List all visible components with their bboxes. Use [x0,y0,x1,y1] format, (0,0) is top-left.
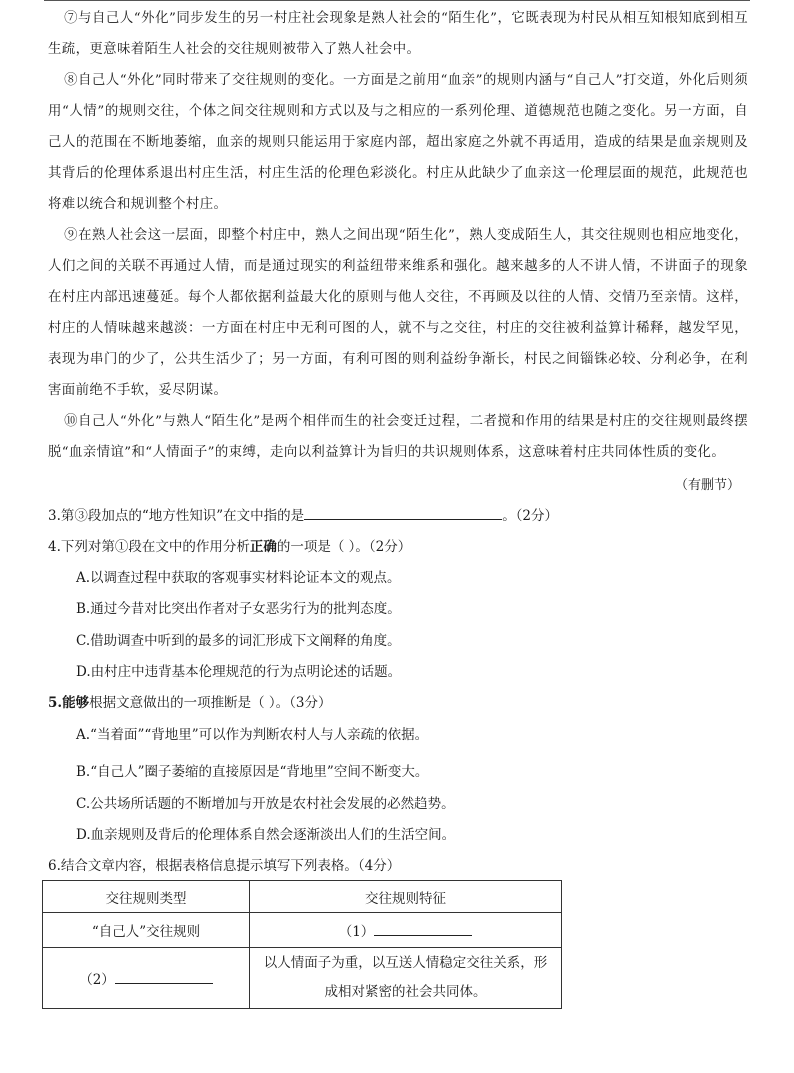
question-5-emphasis: 5.能够 [48,695,90,711]
question-4-option-b[interactable]: B.通过今昔对比突出作者对子女恶劣行为的批判态度。 [76,601,401,617]
paragraph-9-text: ⑨在熟人社会这一层面，即整个村庄中，熟人之间出现“陌生化”，熟人变成陌生人，其交往规则也相应地变化，人们之间的关联不再通过人情，而是通过现实的利益纽带来维系和强化。越来越多的人不讲人情，不讲面子的现象在村庄内部迅速蔓延。每个人都依据利益最大化的原则与他人交往，不再顾及以往的人情、交情乃至亲情。这样，村庄的人情味越来越淡：一方面在村庄中无利可图的人，就不与之交往，村庄的交往被利益算计稀释，越发罕见，表现为串门的少了，公共生活少了；另一方面，有利可图的则利益纷争渐长，村民之间锱铢必较、分利必争，在利害面前绝不手软，妥尽阴谋。 [48,228,748,398]
question-5-suffix: 根据文意做出的一项推断是（ ）。（3分） [89,695,332,711]
question-4-option-a[interactable]: A.以调查过程中获取的客观事实材料论证本文的观点。 [76,570,401,586]
paragraph-7-text: ⑦与自己人“外化”同步发生的另一村庄社会现象是熟人社会的“陌生化”，它既表现为村民从相互知根知底到相互生疏，更意味着陌生人社会的交往规则被带入了熟人社会中。 [48,11,748,57]
table-cell-type-blank [43,948,250,1009]
question-5-option-c[interactable]: C.公共场所话题的不断增加与开放是农村社会发展的必然趋势。 [76,796,455,812]
paragraph-9 [48,220,748,406]
question-3-score: 。（2分） [502,508,559,524]
question-3-answer-blank[interactable] [304,505,502,520]
table-cell-type: “自己人”交往规则 [43,913,250,948]
blank-1-answer[interactable] [374,921,472,936]
question-5-option-a[interactable]: A.“当着面”“背地里”可以作为判断农村人与人亲疏的依据。 [76,727,429,743]
blank-1-label: （1） [338,924,375,940]
table-header-row [43,881,562,913]
table-header-type: 交往规则类型 [43,881,250,913]
question-5-option-d[interactable]: D.血亲规则及背后的伦理体系自然会逐渐淡出人们的生活空间。 [76,827,456,843]
question-5 [48,692,331,714]
table-row [43,913,562,948]
question-5-option-b[interactable]: B.“自己人”圈子萎缩的直接原因是“背地里”空间不断变大。 [76,764,429,780]
table-row [43,948,562,1009]
table-cell-feature [250,948,562,1009]
paragraph-7 [48,3,748,65]
question-3-text: 3.第③段加点的“地方性知识”在文中指的是 [48,508,305,524]
question-4-emphasis: 正确 [249,539,277,555]
paragraph-10-text: ⑩自己人“外化”与熟人“陌生化”是两个相伴而生的社会变迁过程，二者搅和作用的结果是村庄的交往规则最终摆脱“血亲情谊”和“人情面子”的束缚，走向以利益算计为旨归的共识规则体系，这意味着村庄共同体性质的变化。 [48,414,748,460]
blank-2-answer[interactable] [115,969,213,984]
abridged-note: （有删节） [674,478,740,493]
question-4-suffix: 的一项是（ ）。（2分） [276,539,412,555]
question-3 [48,505,558,527]
blank-2-label: （2） [79,972,115,988]
paragraph-8 [48,65,748,220]
table-cell-feature-blank [250,913,562,948]
question-4-prefix: 4.下列对第①段在文中的作用分析 [48,539,250,555]
table-header-feature: 交往规则特征 [250,881,562,913]
paragraph-10 [48,406,748,468]
top-rule [44,0,750,1]
answer-table [42,880,562,1009]
paragraph-8-text: ⑧自己人“外化”同时带来了交往规则的变化。一方面是之前用“血亲”的规则内涵与“自己人”打交道，外化后则须用“人情”的规则交往，个体之间交往规则和方式以及与之相应的一系列伦理、道德规范也随之变化。另一方面，自己人的范围在不断地萎缩，血亲的规则只能运用于家庭内部，超出家庭之外就不再适用，造成的结果是血亲规则及其背后的伦理体系退出村庄生活，村庄生活的伦理色彩淡化。村庄从此缺少了血亲这一伦理层面的规范，此规范也将难以统合和规训整个村庄。 [48,73,748,212]
question-6: 6.结合文章内容，根据表格信息提示填写下列表格。（4分） [48,858,401,874]
question-4-option-c[interactable]: C.借助调查中听到的最多的词汇形成下文阐释的角度。 [76,633,401,649]
question-4-option-d[interactable]: D.由村庄中违背基本伦理规范的行为点明论述的话题。 [76,664,402,680]
table-cell-feature-text: 以人情面子为重，以互送人情稳定交往关系，形成相对紧密的社会共同体。 [263,955,548,1000]
question-4 [48,536,411,558]
